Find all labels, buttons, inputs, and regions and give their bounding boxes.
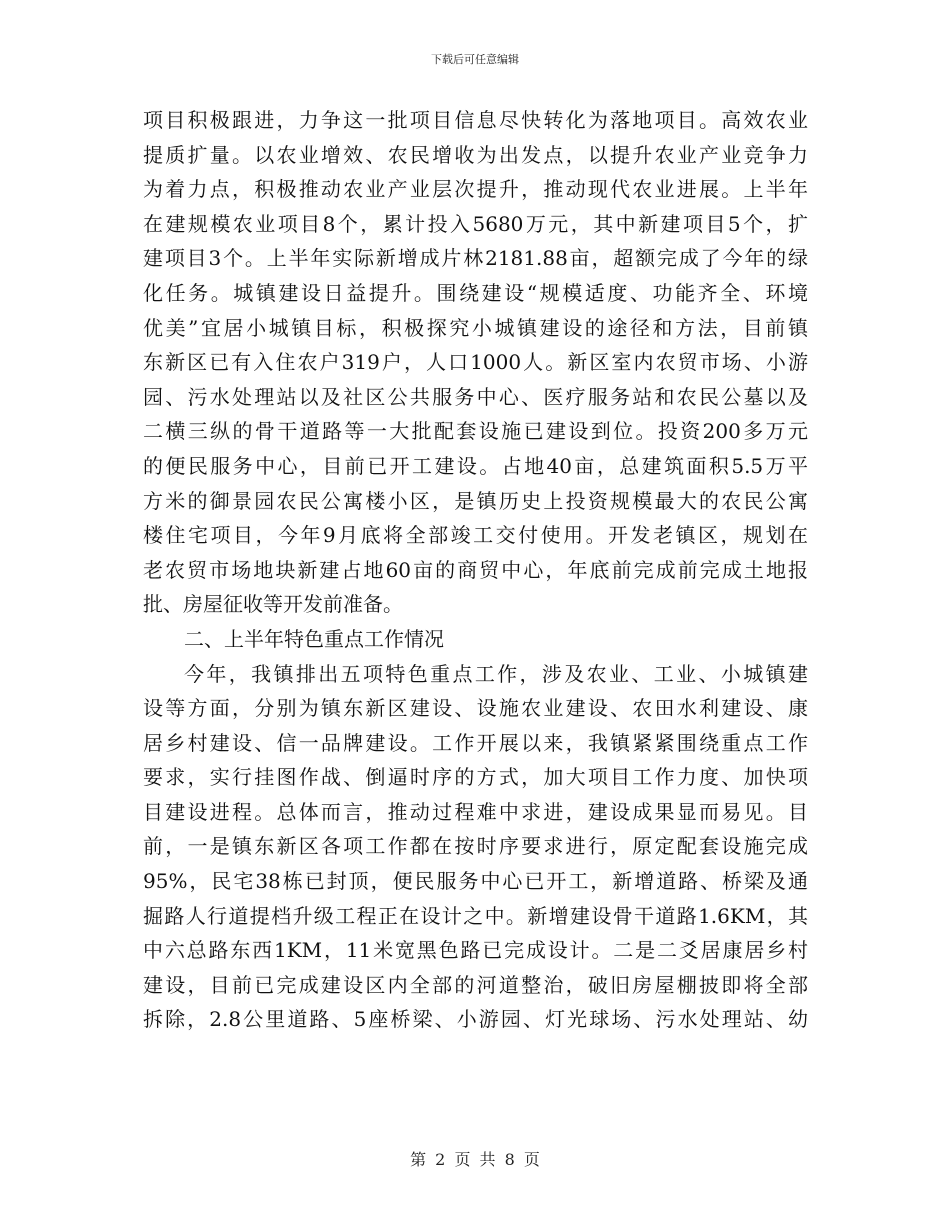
- page-header: 下载后可任意编辑: [431, 53, 519, 66]
- body-line: 居乡村建设、信一品牌建设。工作开展以来，我镇紧紧围绕重点工作: [143, 730, 808, 755]
- document-body: [143, 103, 808, 1037]
- body-line: 化任务。城镇建设日益提升。围绕建设“规模适度、功能齐全、环境: [143, 280, 808, 305]
- body-line: 优美”宜居小城镇目标，积极探究小城镇建设的途径和方法，目前镇: [143, 315, 808, 340]
- body-line: 二横三纵的骨干道路等一大批配套设施已建设到位。投资200多万元: [143, 419, 808, 444]
- page-number-footer: 第 2 页 共 8 页: [410, 1150, 540, 1169]
- body-line: 建项目3个。上半年实际新增成片林2181.88亩，超额完成了今年的绿: [143, 246, 808, 271]
- section-heading: 二、上半年特色重点工作情况: [184, 626, 444, 651]
- body-line: 前，一是镇东新区各项工作都在按时序要求进行，原定配套设施完成: [143, 834, 808, 859]
- body-line: 目建设进程。总体而言，推动过程难中求进，建设成果显而易见。目: [143, 799, 808, 824]
- body-line: 项目积极跟进，力争这一批项目信息尽快转化为落地项目。高效农业: [143, 108, 808, 132]
- body-line: 95%，民宅38栋已封顶，便民服务中心已开工，新增道路、桥梁及通: [143, 869, 808, 894]
- body-line: 批、房屋征收等开发前准备。: [143, 592, 403, 617]
- body-line: 建设，目前已完成建设区内全部的河道整治，破旧房屋棚披即将全部: [143, 972, 808, 997]
- body-line: 方米的御景园农民公寓楼小区，是镇历史上投资规模最大的农民公寓: [143, 488, 808, 513]
- body-line: 楼住宅项目，今年9月底将全部竣工交付使用。开发老镇区，规划在: [143, 523, 808, 548]
- body-line: 拆除，2.8公里道路、5座桥梁、小游园、灯光球场、污水处理站、幼: [143, 1007, 808, 1032]
- body-line: 东新区已有入住农户319户，人口1000人。新区室内农贸市场、小游: [143, 350, 808, 375]
- body-line: 中六总路东西1KM，11米宽黑色路已完成设计。二是二爻居康居乡村: [143, 938, 808, 963]
- body-line: 提质扩量。以农业增效、农民增收为出发点，以提升农业产业竞争力: [143, 142, 808, 167]
- body-line: 的便民服务中心，目前已开工建设。占地40亩，总建筑面积5.5万平: [143, 453, 808, 478]
- body-line: 设等方面，分别为镇东新区建设、设施农业建设、农田水利建设、康: [143, 696, 808, 721]
- body-line: 为着力点，积极推动农业产业层次提升，推动现代农业进展。上半年: [143, 177, 808, 202]
- body-line: 掘路人行道提档升级工程正在设计之中。新增建设骨干道路1.6KM，其: [143, 903, 808, 928]
- body-line: 老农贸市场地块新建占地60亩的商贸中心，年底前完成前完成土地报: [143, 557, 808, 582]
- body-line: 今年，我镇排出五项特色重点工作，涉及农业、工业、小城镇建: [184, 661, 808, 686]
- body-line: 要求，实行挂图作战、倒逼时序的方式，加大项目工作力度、加快项: [143, 765, 808, 790]
- body-line: 园、污水处理站以及社区公共服务中心、医疗服务站和农民公墓以及: [143, 384, 808, 409]
- body-line: 在建规模农业项目8个，累计投入5680万元，其中新建项目5个，扩: [143, 211, 808, 236]
